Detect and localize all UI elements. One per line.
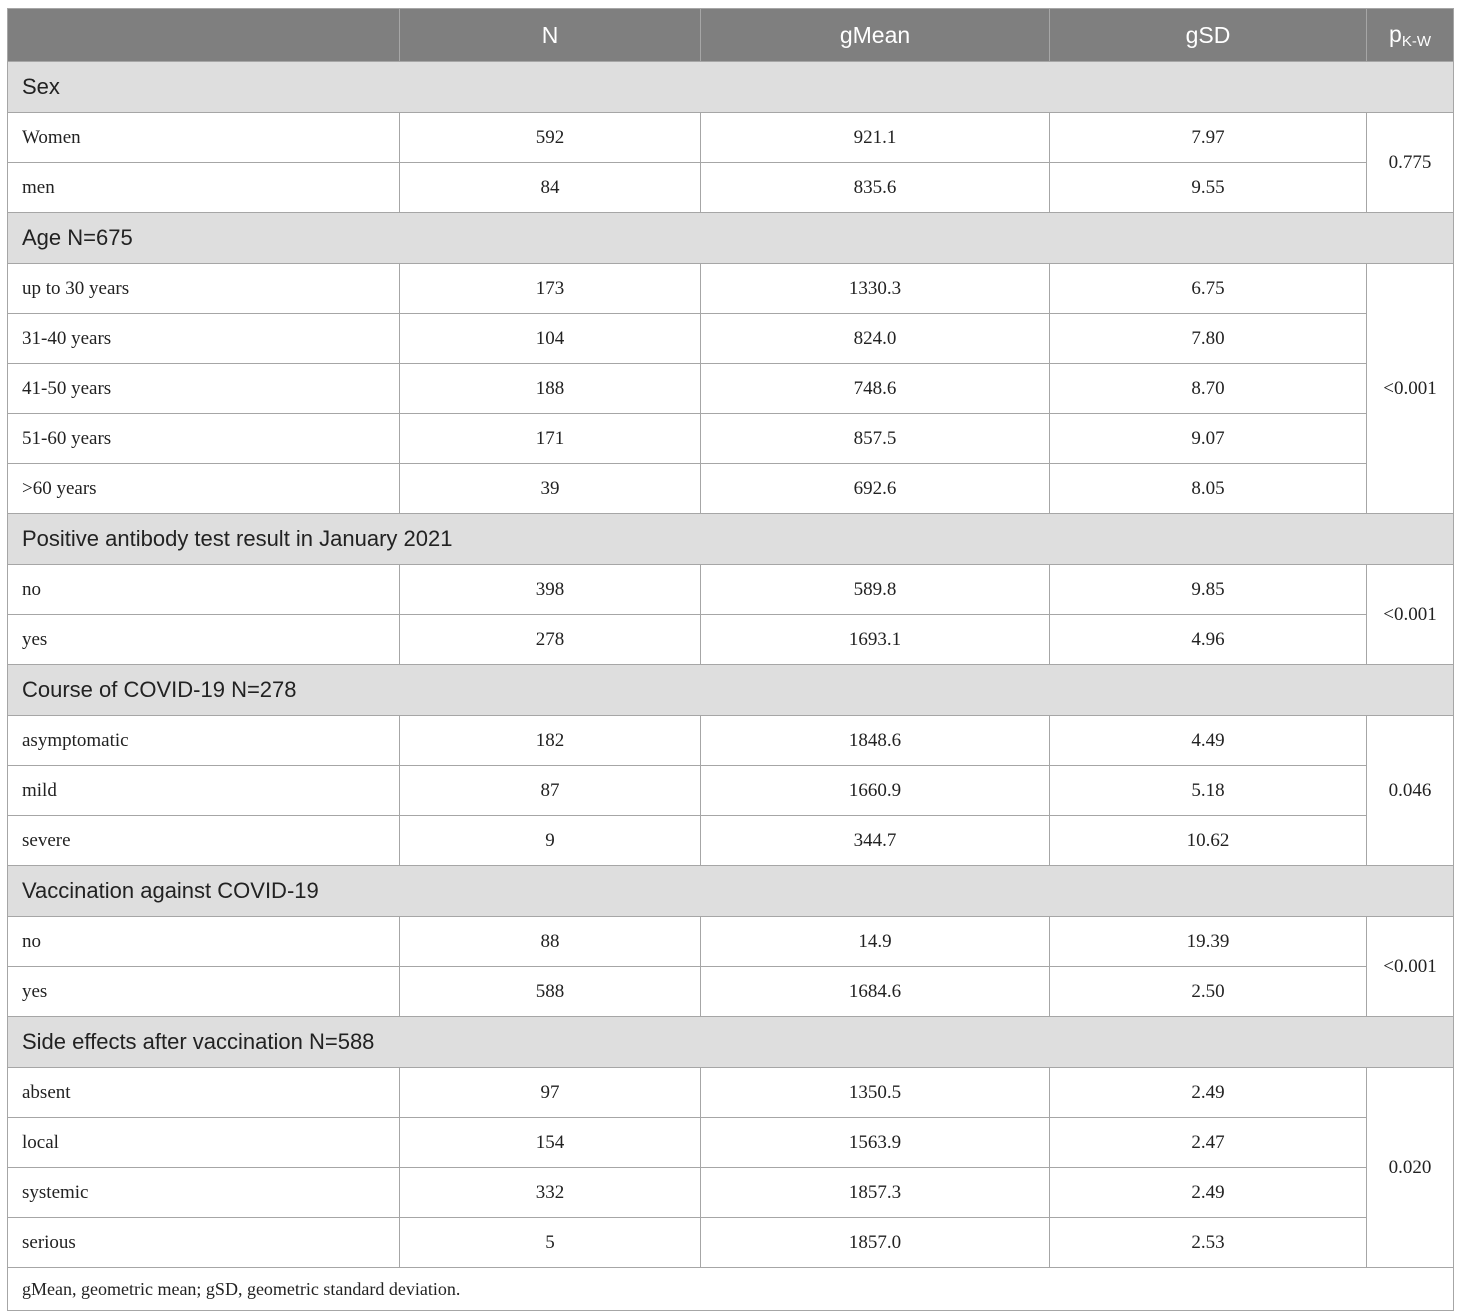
cell-gmean: 1857.3 (701, 1168, 1050, 1218)
row-label: mild (8, 766, 400, 816)
row-label: asymptomatic (8, 716, 400, 766)
row-label: >60 years (8, 464, 400, 514)
cell-gsd: 2.47 (1050, 1118, 1367, 1168)
group-header-row (8, 62, 1454, 113)
group-header-row (8, 213, 1454, 264)
cell-p-value: <0.001 (1367, 264, 1454, 514)
header-p-kw (1367, 9, 1454, 62)
group-header-row (8, 665, 1454, 716)
table-row (8, 364, 1454, 414)
cell-gmean: 1330.3 (701, 264, 1050, 314)
header-gmean: gMean (701, 9, 1050, 62)
cell-gmean: 1857.0 (701, 1218, 1050, 1268)
table-row (8, 464, 1454, 514)
cell-gmean: 344.7 (701, 816, 1050, 866)
cell-gmean: 1693.1 (701, 615, 1050, 665)
cell-gmean: 921.1 (701, 113, 1050, 163)
cell-n: 154 (400, 1118, 701, 1168)
cell-n: 97 (400, 1068, 701, 1118)
row-label: local (8, 1118, 400, 1168)
row-label: 51-60 years (8, 414, 400, 464)
table-row (8, 113, 1454, 163)
group-title: Course of COVID-19 N=278 (8, 665, 1454, 716)
cell-n: 188 (400, 364, 701, 414)
cell-n: 9 (400, 816, 701, 866)
group-header-row (8, 866, 1454, 917)
cell-gmean: 692.6 (701, 464, 1050, 514)
cell-p-value: 0.775 (1367, 113, 1454, 213)
header-n: N (400, 9, 701, 62)
cell-n: 104 (400, 314, 701, 364)
group-title: Vaccination against COVID-19 (8, 866, 1454, 917)
table-row (8, 1218, 1454, 1268)
table-row (8, 1068, 1454, 1118)
cell-gmean: 589.8 (701, 565, 1050, 615)
group-title: Side effects after vaccination N=588 (8, 1017, 1454, 1068)
header-blank (8, 9, 400, 62)
cell-gmean: 748.6 (701, 364, 1050, 414)
cell-p-value: 0.046 (1367, 716, 1454, 866)
table-row (8, 163, 1454, 213)
cell-gsd: 7.97 (1050, 113, 1367, 163)
header-p-main: p (1389, 20, 1402, 47)
cell-n: 39 (400, 464, 701, 514)
cell-gsd: 9.55 (1050, 163, 1367, 213)
cell-gsd: 7.80 (1050, 314, 1367, 364)
cell-gsd: 4.96 (1050, 615, 1367, 665)
table-row (8, 1168, 1454, 1218)
cell-gmean: 824.0 (701, 314, 1050, 364)
table-row (8, 414, 1454, 464)
cell-gsd: 19.39 (1050, 917, 1367, 967)
cell-gsd: 8.05 (1050, 464, 1367, 514)
cell-gsd: 9.07 (1050, 414, 1367, 464)
cell-n: 84 (400, 163, 701, 213)
cell-gsd: 9.85 (1050, 565, 1367, 615)
cell-n: 87 (400, 766, 701, 816)
row-label: absent (8, 1068, 400, 1118)
table-row (8, 716, 1454, 766)
table-row (8, 615, 1454, 665)
row-label: 31-40 years (8, 314, 400, 364)
table-row (8, 264, 1454, 314)
row-label: systemic (8, 1168, 400, 1218)
cell-gsd: 2.49 (1050, 1168, 1367, 1218)
row-label: 41-50 years (8, 364, 400, 414)
row-label: up to 30 years (8, 264, 400, 314)
cell-gsd: 2.50 (1050, 967, 1367, 1017)
group-header-row (8, 514, 1454, 565)
group-title: Sex (8, 62, 1454, 113)
cell-n: 88 (400, 917, 701, 967)
cell-gmean: 835.6 (701, 163, 1050, 213)
row-label: severe (8, 816, 400, 866)
cell-gmean: 1563.9 (701, 1118, 1050, 1168)
cell-gsd: 10.62 (1050, 816, 1367, 866)
row-label: men (8, 163, 400, 213)
row-label: Women (8, 113, 400, 163)
results-table (7, 8, 1454, 1311)
header-row (8, 9, 1454, 62)
cell-n: 592 (400, 113, 701, 163)
group-title: Age N=675 (8, 213, 1454, 264)
cell-n: 171 (400, 414, 701, 464)
cell-gmean: 857.5 (701, 414, 1050, 464)
cell-gmean: 1660.9 (701, 766, 1050, 816)
cell-n: 278 (400, 615, 701, 665)
table-footnote: gMean, geometric mean; gSD, geometric standard deviation. (8, 1268, 1454, 1311)
table-row (8, 1118, 1454, 1168)
cell-gmean: 1350.5 (701, 1068, 1050, 1118)
cell-gsd: 4.49 (1050, 716, 1367, 766)
table-row (8, 816, 1454, 866)
table-row (8, 314, 1454, 364)
cell-n: 332 (400, 1168, 701, 1218)
cell-gsd: 2.53 (1050, 1218, 1367, 1268)
row-label: yes (8, 967, 400, 1017)
cell-gmean: 14.9 (701, 917, 1050, 967)
group-header-row (8, 1017, 1454, 1068)
row-label: no (8, 565, 400, 615)
cell-p-value: <0.001 (1367, 917, 1454, 1017)
cell-n: 398 (400, 565, 701, 615)
group-title: Positive antibody test result in January 2021 (8, 514, 1454, 565)
cell-p-value: 0.020 (1367, 1068, 1454, 1268)
cell-gsd: 6.75 (1050, 264, 1367, 314)
table-row (8, 917, 1454, 967)
cell-gmean: 1684.6 (701, 967, 1050, 1017)
cell-n: 588 (400, 967, 701, 1017)
table-row (8, 766, 1454, 816)
header-p-sub: K-W (1401, 32, 1431, 50)
cell-gmean: 1848.6 (701, 716, 1050, 766)
cell-n: 173 (400, 264, 701, 314)
table-row (8, 565, 1454, 615)
row-label: no (8, 917, 400, 967)
cell-gsd: 8.70 (1050, 364, 1367, 414)
header-gsd: gSD (1050, 9, 1367, 62)
cell-n: 182 (400, 716, 701, 766)
cell-n: 5 (400, 1218, 701, 1268)
cell-gsd: 2.49 (1050, 1068, 1367, 1118)
cell-gsd: 5.18 (1050, 766, 1367, 816)
row-label: yes (8, 615, 400, 665)
row-label: serious (8, 1218, 400, 1268)
table-row (8, 967, 1454, 1017)
cell-p-value: <0.001 (1367, 565, 1454, 665)
